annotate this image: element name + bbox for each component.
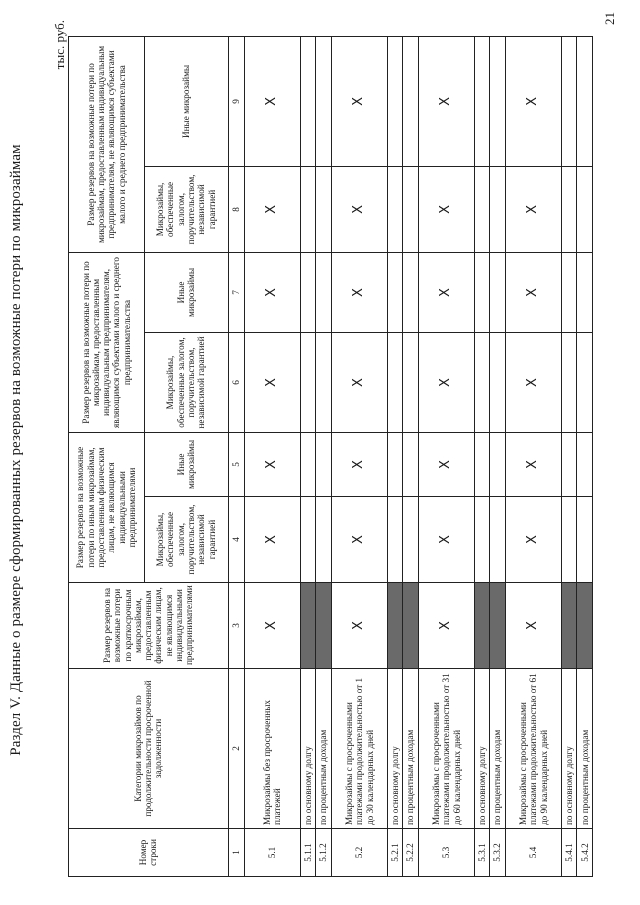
- empty-cell: [300, 166, 316, 252]
- unit-label: тыс. руб.: [52, 20, 67, 70]
- table-row-sub: [577, 36, 593, 876]
- row-number: 5.2.2: [403, 829, 419, 877]
- row-label: по процентным доходам: [316, 669, 332, 829]
- row-number: 5.1: [244, 829, 300, 877]
- empty-cell: [577, 332, 593, 432]
- x-mark-cell: X: [418, 497, 474, 583]
- section-title: Раздел V. Данные о размере сформированных резервов на возможные потери по микрозаймам: [8, 144, 24, 756]
- header-secured: Микрозаймы, обеспеченные залогом, поручительством, независимой гарантией: [144, 332, 228, 432]
- row-number: 5.1.1: [300, 829, 316, 877]
- header-secured: Микрозаймы, обеспеченные залогом, поручительством, независимой гарантией: [144, 497, 228, 583]
- empty-cell: [490, 432, 506, 496]
- empty-cell: [300, 432, 316, 496]
- empty-cell: [316, 36, 332, 166]
- x-mark-cell: X: [244, 252, 300, 332]
- empty-cell: [490, 36, 506, 166]
- header-secured: Микрозаймы, обеспеченные залогом, поручительством, независимой гарантией: [144, 166, 228, 252]
- empty-cell: [300, 36, 316, 166]
- empty-cell: [387, 497, 403, 583]
- shaded-cell: [316, 583, 332, 669]
- empty-cell: [403, 432, 419, 496]
- x-mark-cell: X: [244, 36, 300, 166]
- empty-cell: [474, 36, 490, 166]
- empty-cell: [490, 332, 506, 432]
- empty-cell: [403, 332, 419, 432]
- empty-cell: [490, 252, 506, 332]
- table-row-sub: [474, 36, 490, 876]
- header-other-individuals: Размер резервов на возможные потери по иным микрозаймам, предоставленным физическим лицам, не являющимся индивидуальными предпринимателями: [69, 432, 145, 582]
- empty-cell: [490, 497, 506, 583]
- empty-cell: [387, 36, 403, 166]
- empty-cell: [316, 252, 332, 332]
- row-label: Микрозаймы без просроченных платежей: [244, 669, 300, 829]
- empty-cell: [561, 36, 577, 166]
- header-category: Категории микрозаймов по продолжительности просроченной задолженности: [69, 669, 229, 829]
- row-number: 5.4.1: [561, 829, 577, 877]
- empty-cell: [577, 497, 593, 583]
- x-mark-cell: X: [244, 166, 300, 252]
- row-label: по основному долгу: [387, 669, 403, 829]
- shaded-cell: [474, 583, 490, 669]
- x-mark-cell: X: [331, 583, 387, 669]
- empty-cell: [577, 432, 593, 496]
- x-mark-cell: X: [418, 583, 474, 669]
- column-number: 2: [228, 669, 244, 829]
- row-number: 5.2.1: [387, 829, 403, 877]
- shaded-cell: [490, 583, 506, 669]
- column-number: 5: [228, 432, 244, 496]
- empty-cell: [577, 36, 593, 166]
- x-mark-cell: X: [418, 332, 474, 432]
- empty-cell: [561, 252, 577, 332]
- row-number: 5.4.2: [577, 829, 593, 877]
- empty-cell: [403, 166, 419, 252]
- x-mark-cell: X: [331, 432, 387, 496]
- x-mark-cell: X: [244, 332, 300, 432]
- table-row-sub: [561, 36, 577, 876]
- row-label: по процентным доходам: [577, 669, 593, 829]
- table-row-sub: [316, 36, 332, 876]
- x-mark-cell: X: [505, 583, 561, 669]
- empty-cell: [300, 497, 316, 583]
- shaded-cell: [577, 583, 593, 669]
- column-number: 9: [228, 36, 244, 166]
- table-row-main: [418, 36, 474, 876]
- column-number: 3: [228, 583, 244, 669]
- table-row-sub: [403, 36, 419, 876]
- row-label: по процентным доходам: [403, 669, 419, 829]
- x-mark-cell: X: [505, 36, 561, 166]
- table-row-sub: [490, 36, 506, 876]
- row-number: 5.4: [505, 829, 561, 877]
- empty-cell: [387, 332, 403, 432]
- table-row-sub: [300, 36, 316, 876]
- column-number: 6: [228, 332, 244, 432]
- empty-cell: [316, 166, 332, 252]
- empty-cell: [403, 252, 419, 332]
- page-number: 21: [602, 12, 617, 25]
- table-row-sub: [387, 36, 403, 876]
- x-mark-cell: X: [505, 166, 561, 252]
- table-row-main: [505, 36, 561, 876]
- row-label: Микрозаймы с просроченными платежами продолжительностью от 1 до 30 календарных дней: [331, 669, 387, 829]
- empty-cell: [403, 36, 419, 166]
- column-number: 7: [228, 252, 244, 332]
- data-rows: [244, 36, 592, 876]
- x-mark-cell: X: [418, 252, 474, 332]
- empty-cell: [300, 332, 316, 432]
- row-label: Микрозаймы с просроченными платежами продолжительностью от 31 до 60 календарных дней: [418, 669, 474, 829]
- row-label: Микрозаймы с просроченными платежами продолжительностью от 61 до 90 календарных дней: [505, 669, 561, 829]
- row-label: по основному долгу: [561, 669, 577, 829]
- row-number: 5.3.2: [490, 829, 506, 877]
- reserves-table: [68, 36, 593, 877]
- empty-cell: [561, 497, 577, 583]
- column-number-row: [228, 36, 244, 876]
- empty-cell: [474, 332, 490, 432]
- x-mark-cell: X: [331, 36, 387, 166]
- empty-cell: [474, 432, 490, 496]
- table-row-main: [331, 36, 387, 876]
- empty-cell: [561, 166, 577, 252]
- header-non-sme: Размер резервов на возможные потери по микрозаймам, предоставленным индивидуальным предпринимателям, не являющимся субъектами малого и среднего предпринимательства: [69, 36, 145, 252]
- x-mark-cell: X: [505, 332, 561, 432]
- header-sme: Размер резервов на возможные потери по микрозаймам, предоставленным индивидуальным предпринимателям, являющимся субъектами малого и среднего предпринимательства: [69, 252, 145, 432]
- empty-cell: [561, 332, 577, 432]
- header-short-term: Размер резервов на возможные потери по краткосрочным микрозаймам, предоставленным физическим лицам, не являющимся индивидуальными предпринимателями: [69, 583, 229, 669]
- header-row-1: [69, 36, 145, 876]
- x-mark-cell: X: [418, 36, 474, 166]
- x-mark-cell: X: [244, 583, 300, 669]
- shaded-cell: [561, 583, 577, 669]
- shaded-cell: [387, 583, 403, 669]
- empty-cell: [387, 252, 403, 332]
- empty-cell: [490, 166, 506, 252]
- column-number: 8: [228, 166, 244, 252]
- header-row-number: Номер строки: [69, 829, 229, 877]
- empty-cell: [474, 252, 490, 332]
- shaded-cell: [403, 583, 419, 669]
- column-number: 4: [228, 497, 244, 583]
- x-mark-cell: X: [331, 497, 387, 583]
- empty-cell: [300, 252, 316, 332]
- header-other: Иные микрозаймы: [144, 432, 228, 496]
- row-label: по основному долгу: [300, 669, 316, 829]
- x-mark-cell: X: [418, 432, 474, 496]
- x-mark-cell: X: [331, 252, 387, 332]
- x-mark-cell: X: [244, 497, 300, 583]
- shaded-cell: [300, 583, 316, 669]
- x-mark-cell: X: [244, 432, 300, 496]
- x-mark-cell: X: [331, 332, 387, 432]
- header-other: Иные микрозаймы: [144, 36, 228, 166]
- empty-cell: [316, 497, 332, 583]
- row-number: 5.3.1: [474, 829, 490, 877]
- header-other: Иные микрозаймы: [144, 252, 228, 332]
- column-number: 1: [228, 829, 244, 877]
- table-row-main: [244, 36, 300, 876]
- empty-cell: [387, 166, 403, 252]
- empty-cell: [387, 432, 403, 496]
- row-number: 5.3: [418, 829, 474, 877]
- empty-cell: [561, 432, 577, 496]
- x-mark-cell: X: [331, 166, 387, 252]
- empty-cell: [316, 432, 332, 496]
- row-label: по основному долгу: [474, 669, 490, 829]
- row-number: 5.1.2: [316, 829, 332, 877]
- row-label: по процентным доходам: [490, 669, 506, 829]
- empty-cell: [577, 252, 593, 332]
- x-mark-cell: X: [505, 252, 561, 332]
- empty-cell: [577, 166, 593, 252]
- empty-cell: [403, 497, 419, 583]
- x-mark-cell: X: [505, 432, 561, 496]
- x-mark-cell: X: [418, 166, 474, 252]
- x-mark-cell: X: [505, 497, 561, 583]
- row-number: 5.2: [331, 829, 387, 877]
- empty-cell: [474, 166, 490, 252]
- empty-cell: [316, 332, 332, 432]
- empty-cell: [474, 497, 490, 583]
